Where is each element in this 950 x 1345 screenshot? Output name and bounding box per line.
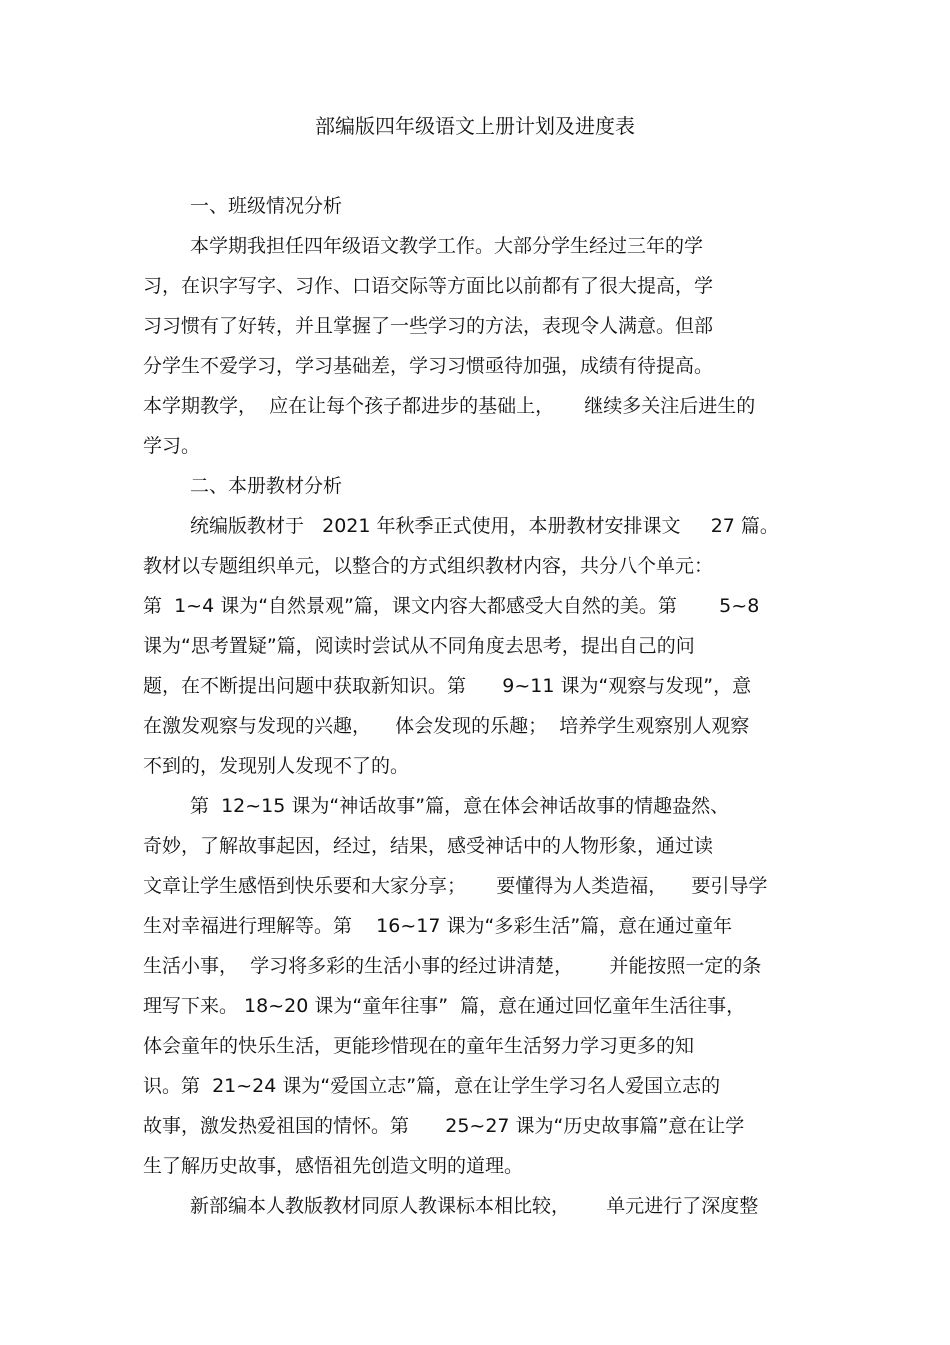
paragraph-line: 统编版教材于 2021 年秋季正式使用，本册教材安排课文 27 篇。 bbox=[190, 515, 779, 537]
paragraph-line: 学习。 bbox=[143, 435, 201, 457]
paragraph-line: 故事，激发热爱祖国的情怀。第 25~27 课为“历史故事篇”意在让学 bbox=[143, 1115, 745, 1137]
paragraph-line: 第 12~15 课为“神话故事”篇，意在体会神话故事的情趣盎然、 bbox=[190, 795, 730, 817]
section-heading-textbook-analysis: 二、本册教材分析 bbox=[190, 475, 343, 497]
paragraph-line: 识。第 21~24 课为“爱国立志”篇，意在让学生学习名人爱国立志的 bbox=[143, 1075, 721, 1097]
paragraph-line: 本学期我担任四年级语文教学工作。大部分学生经过三年的学 bbox=[190, 235, 704, 257]
paragraph-line: 在激发观察与发现的兴趣， 体会发现的乐趣； 培养学生观察别人观察 bbox=[143, 715, 750, 737]
paragraph-line: 习，在识字写字、习作、口语交际等方面比以前都有了很大提高，学 bbox=[143, 275, 714, 297]
paragraph-line: 习习惯有了好转，并且掌握了一些学习的方法，表现令人满意。但部 bbox=[143, 315, 714, 337]
paragraph-line: 第 1~4 课为“自然景观”篇，课文内容大都感受大自然的美。第 5~8 bbox=[143, 595, 760, 617]
paragraph-line: 本学期教学， 应在让每个孩子都进步的基础上， 继续多关注后进生的 bbox=[143, 395, 756, 417]
paragraph-line: 生了解历史故事，感悟祖先创造文明的道理。 bbox=[143, 1155, 524, 1177]
paragraph-line: 理写下来。 18~20 课为“童年往事” 篇，意在通过回忆童年生活往事， bbox=[143, 995, 746, 1017]
paragraph-line: 不到的，发现别人发现不了的。 bbox=[143, 755, 410, 777]
paragraph-line: 教材以专题组织单元，以整合的方式组织教材内容，共分八个单元： bbox=[143, 555, 714, 577]
paragraph-line: 新部编本人教版教材同原人教课标本相比较， 单元进行了深度整 bbox=[190, 1195, 759, 1217]
paragraph-line: 生对幸福进行理解等。第 16~17 课为“多彩生活”篇，意在通过童年 bbox=[143, 915, 733, 937]
section-heading-class-analysis: 一、班级情况分析 bbox=[190, 195, 343, 217]
paragraph-line: 奇妙，了解故事起因，经过，结果，感受神话中的人物形象，通过读 bbox=[143, 835, 714, 857]
paragraph-line: 体会童年的快乐生活，更能珍惜现在的童年生活努力学习更多的知 bbox=[143, 1035, 695, 1057]
paragraph-line: 题，在不断提出问题中获取新知识。第 9~11 课为“观察与发现”，意 bbox=[143, 675, 752, 697]
document-title: 部编版四年级语文上册计划及进度表 bbox=[315, 114, 635, 138]
paragraph-line: 课为“思考置疑”篇，阅读时尝试从不同角度去思考，提出自己的问 bbox=[143, 635, 695, 657]
paragraph-line: 文章让学生感悟到快乐要和大家分享； 要懂得为人类造福， 要引导学 bbox=[143, 875, 768, 897]
paragraph-line: 生活小事， 学习将多彩的生活小事的经过讲清楚， 并能按照一定的条 bbox=[143, 955, 762, 977]
paragraph-line: 分学生不爱学习，学习基础差，学习习惯亟待加强，成绩有待提高。 bbox=[143, 355, 714, 377]
